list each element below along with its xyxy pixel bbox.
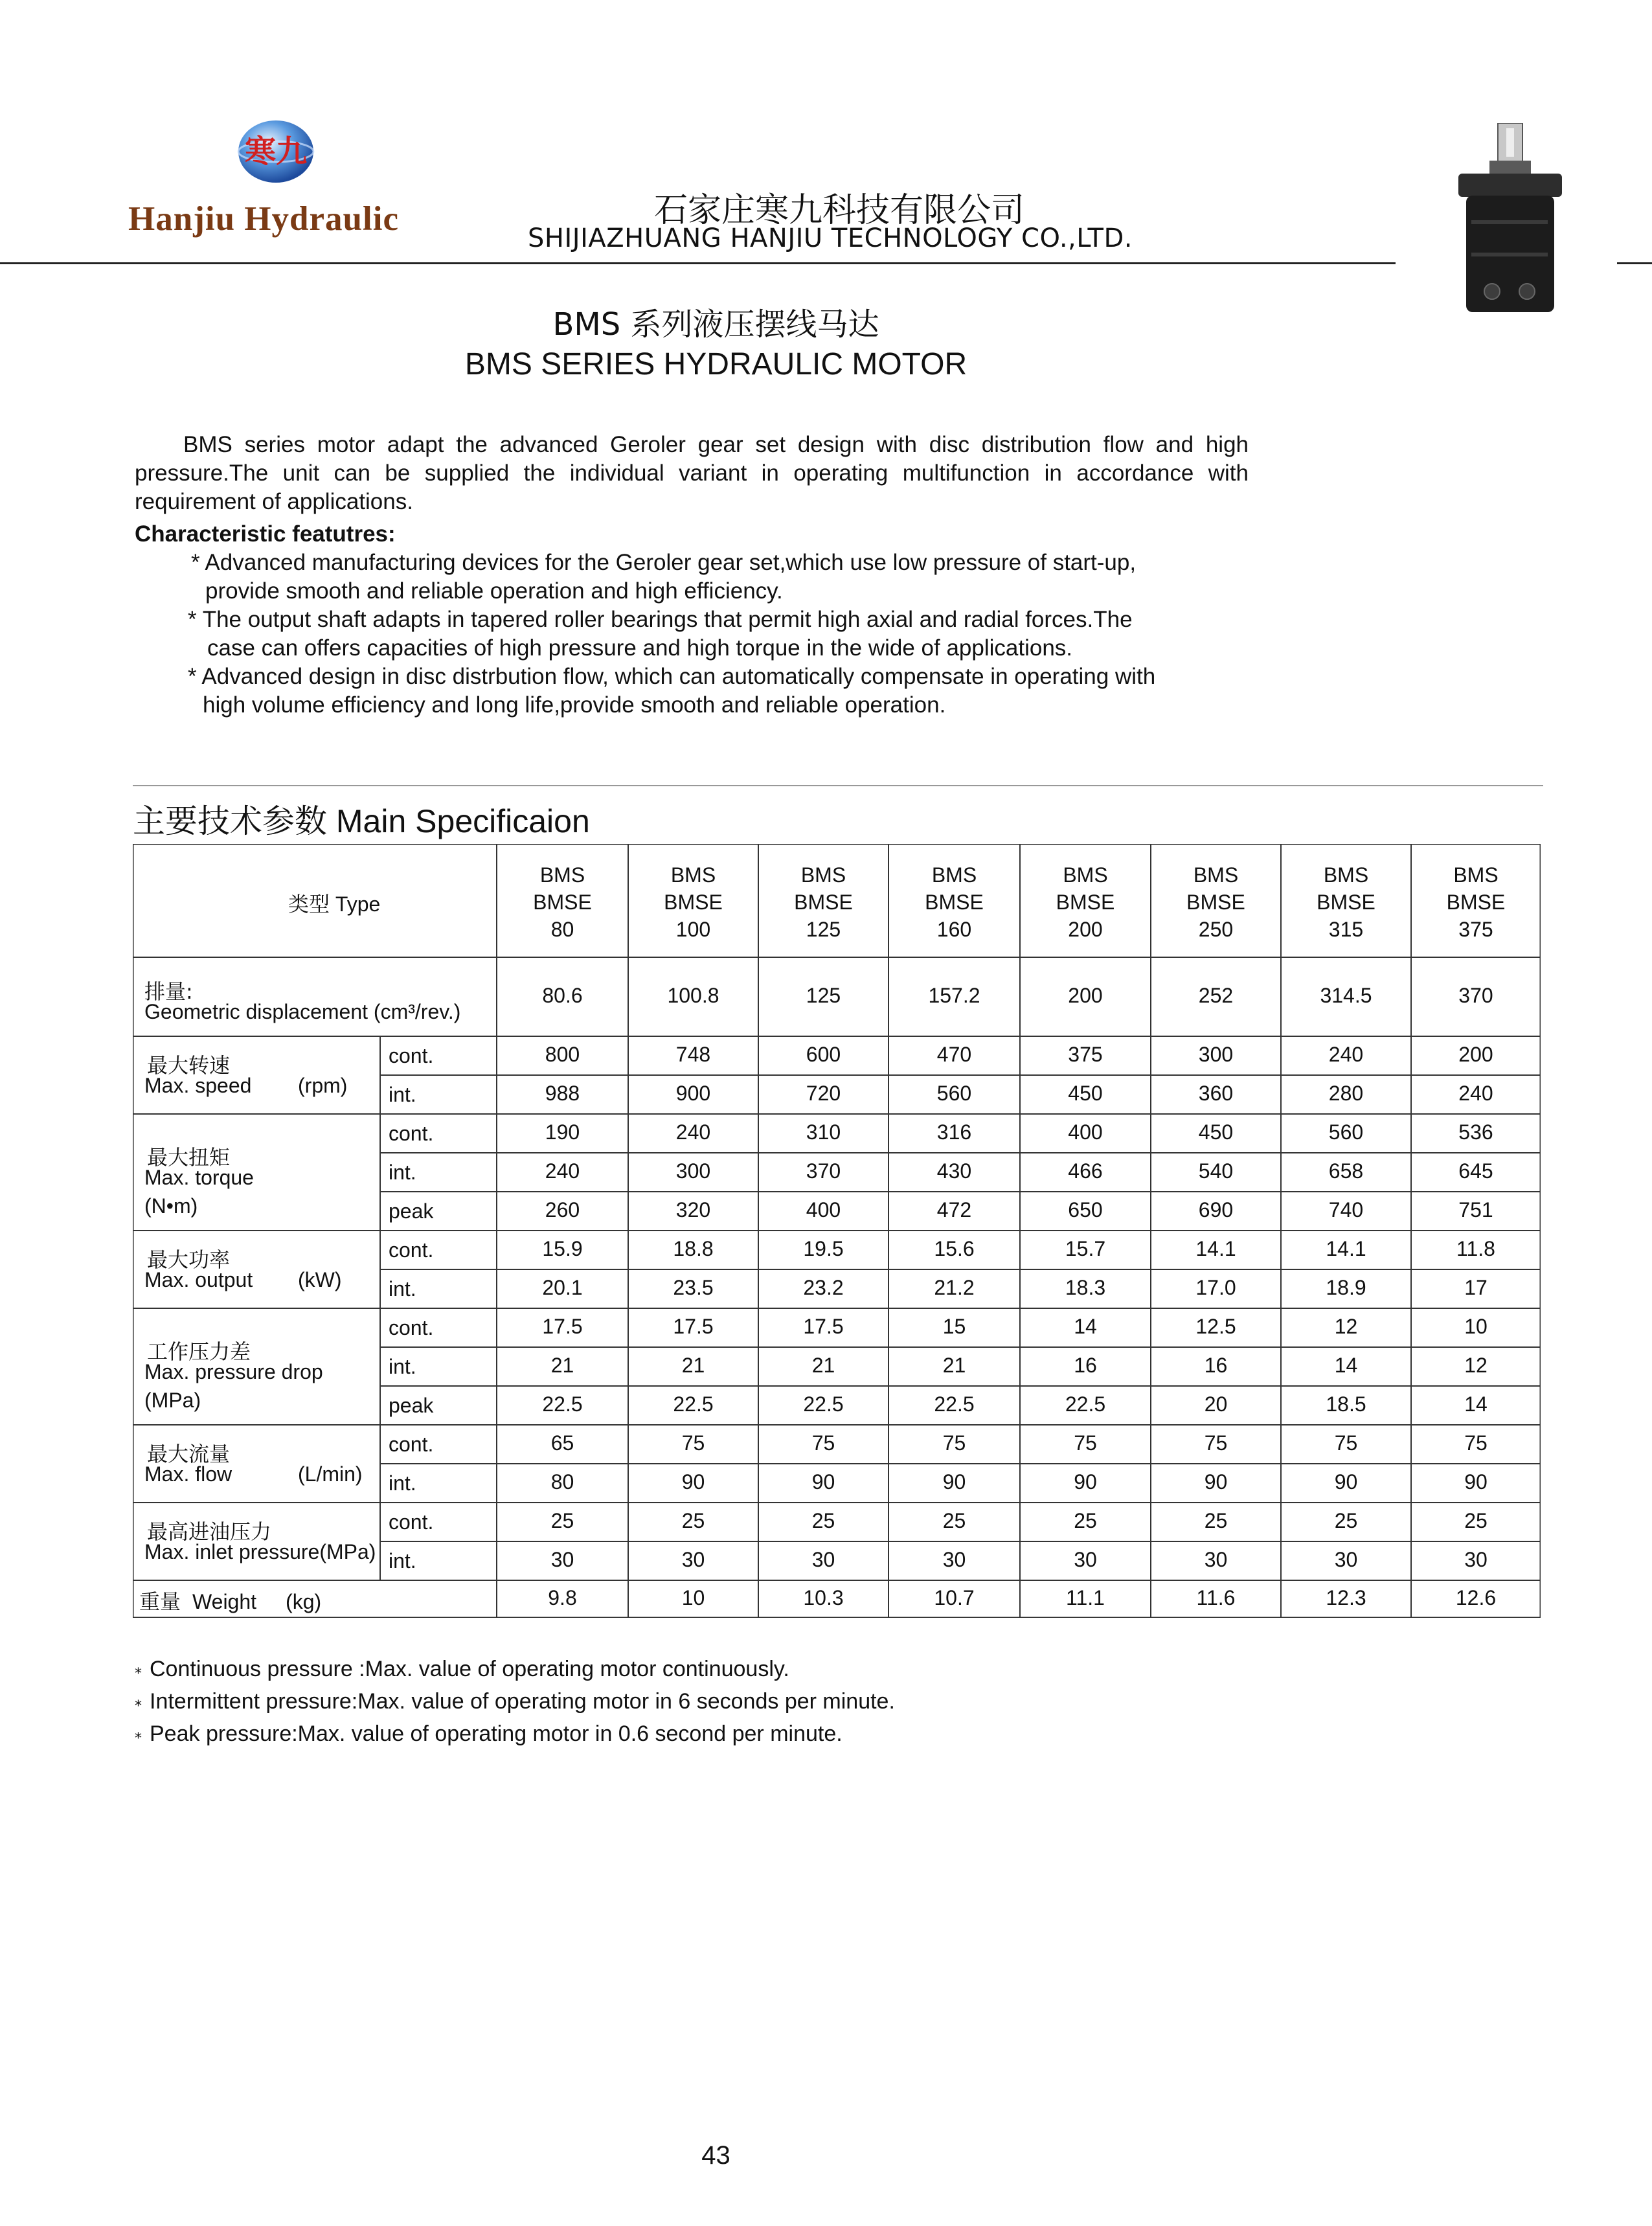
displacement-label-en: Geometric displacement (cm³/rev.) xyxy=(144,1000,461,1023)
weight-value: 12.3 xyxy=(1326,1586,1366,1609)
spec-value: 300 xyxy=(1198,1043,1234,1066)
spec-value: 25 xyxy=(1204,1509,1228,1532)
spec-value: 260 xyxy=(545,1198,580,1221)
note-peak: ⁎ Peak pressure:Max. value of operating motor in 0.6 second per minute. xyxy=(135,1721,843,1746)
spec-value: 17 xyxy=(1464,1276,1488,1299)
model-header-line: BMS xyxy=(1323,863,1369,887)
spec-value: 15.7 xyxy=(1065,1237,1106,1260)
spec-value: 25 xyxy=(1464,1509,1488,1532)
spec-value: 75 xyxy=(1074,1431,1097,1455)
spec-value: 90 xyxy=(1074,1470,1097,1493)
spec-value: 540 xyxy=(1198,1159,1234,1183)
spec-value: 90 xyxy=(1464,1470,1488,1493)
model-header-line: BMS xyxy=(670,863,716,887)
company-name-cn: 石家庄寒九科技有限公司 xyxy=(654,191,1025,230)
feature-1-line-1: * Advanced manufacturing devices for the Geroler gear set,which use low pressure of start-up, xyxy=(191,550,1137,575)
feature-3-line-2: high volume efficiency and long life,provide smooth and reliable operation. xyxy=(203,692,946,718)
spec-value: 472 xyxy=(936,1198,972,1221)
note-intermittent: ⁎ Intermittent pressure:Max. value of operating motor in 6 seconds per minute. xyxy=(135,1689,895,1714)
spec-value: 17.5 xyxy=(542,1315,583,1338)
spec-value: 22.5 xyxy=(1065,1392,1106,1416)
displacement-value: 157.2 xyxy=(928,984,980,1007)
type-label-en: Type xyxy=(335,892,381,916)
spec-value: 900 xyxy=(675,1082,711,1105)
spec-value: 300 xyxy=(675,1159,711,1183)
spec-value: 75 xyxy=(1464,1431,1488,1455)
spec-value: 430 xyxy=(936,1159,972,1183)
spec-value: 20.1 xyxy=(542,1276,583,1299)
group-unit: (kW) xyxy=(298,1268,342,1291)
spec-value: 21 xyxy=(942,1354,966,1377)
row-sub-label: int. xyxy=(389,1355,416,1378)
group-unit: (MPa) xyxy=(144,1389,201,1412)
model-header-line: 100 xyxy=(675,918,711,941)
spec-value: 23.5 xyxy=(673,1276,714,1299)
spec-value: 12.5 xyxy=(1195,1315,1236,1338)
spec-value: 30 xyxy=(1464,1548,1488,1571)
spec-value: 25 xyxy=(811,1509,835,1532)
spec-value: 19.5 xyxy=(803,1237,844,1260)
spec-value: 450 xyxy=(1198,1120,1234,1144)
spec-value: 536 xyxy=(1458,1120,1493,1144)
group-label-en: Max. flow xyxy=(144,1462,232,1486)
spec-value: 90 xyxy=(942,1470,966,1493)
model-header-line: BMSE xyxy=(794,891,853,914)
model-header-line: 375 xyxy=(1458,918,1493,941)
spec-value: 30 xyxy=(811,1548,835,1571)
model-header-line: 200 xyxy=(1068,918,1103,941)
spec-value: 80 xyxy=(550,1470,574,1493)
model-header-line: BMS xyxy=(800,863,846,887)
spec-value: 17.5 xyxy=(803,1315,844,1338)
type-label-cn: 类型 xyxy=(288,892,330,916)
model-header-line: BMSE xyxy=(1056,891,1115,914)
spec-section-title: 主要技术参数 Main Specificaion xyxy=(133,802,590,840)
spec-value: 17.5 xyxy=(673,1315,714,1338)
spec-value: 988 xyxy=(545,1082,580,1105)
spec-value: 14.1 xyxy=(1195,1237,1236,1260)
feature-2-line-2: case can offers capacities of high pressure and high torque in the wide of applications. xyxy=(207,635,1073,661)
spec-value: 30 xyxy=(681,1548,705,1571)
model-header-line: BMSE xyxy=(1186,891,1245,914)
svg-text:寒九: 寒九 xyxy=(244,133,308,170)
spec-value: 65 xyxy=(550,1431,574,1455)
model-header-line: BMSE xyxy=(925,891,984,914)
spec-value: 751 xyxy=(1458,1198,1493,1221)
row-sub-label: int. xyxy=(389,1161,416,1184)
weight-unit: (kg) xyxy=(286,1590,322,1613)
spec-value: 30 xyxy=(1334,1548,1358,1571)
spec-value: 658 xyxy=(1328,1159,1364,1183)
weight-value: 11.1 xyxy=(1066,1586,1105,1609)
feature-1-line-2: provide smooth and reliable operation and high efficiency. xyxy=(205,578,783,604)
spec-value: 560 xyxy=(1328,1120,1364,1144)
spec-value: 22.5 xyxy=(542,1392,583,1416)
spec-value: 21 xyxy=(550,1354,574,1377)
row-sub-label: int. xyxy=(389,1549,416,1573)
model-header-line: BMSE xyxy=(1446,891,1506,914)
type-header-label xyxy=(288,888,380,918)
spec-value: 375 xyxy=(1068,1043,1103,1066)
features-heading: Characteristic featutres: xyxy=(135,521,396,547)
spec-value: 690 xyxy=(1198,1198,1234,1221)
displacement-value: 125 xyxy=(806,984,841,1007)
spec-table-grid xyxy=(133,844,1541,1618)
weight-value: 12.6 xyxy=(1455,1586,1497,1609)
spec-value: 16 xyxy=(1074,1354,1097,1377)
spec-value: 240 xyxy=(545,1159,580,1183)
spec-value: 22.5 xyxy=(673,1392,714,1416)
spec-value: 748 xyxy=(675,1043,711,1066)
spec-value: 240 xyxy=(675,1120,711,1144)
group-label-cn: 最大功率 xyxy=(147,1247,231,1272)
spec-value: 316 xyxy=(936,1120,972,1144)
spec-value: 30 xyxy=(550,1548,574,1571)
spec-value: 90 xyxy=(811,1470,835,1493)
spec-value: 21.2 xyxy=(934,1276,975,1299)
group-label-cn: 最大转速 xyxy=(147,1053,231,1078)
spec-value: 23.2 xyxy=(803,1276,844,1299)
weight-label xyxy=(139,1585,321,1615)
section-divider xyxy=(133,785,1543,786)
spec-value: 360 xyxy=(1198,1082,1234,1105)
model-header-line: 125 xyxy=(806,918,841,941)
spec-value: 280 xyxy=(1328,1082,1364,1105)
spec-value: 14 xyxy=(1074,1315,1097,1338)
spec-value: 15.6 xyxy=(934,1237,975,1260)
spec-value: 10 xyxy=(1464,1315,1488,1338)
weight-value: 10.3 xyxy=(803,1586,844,1609)
spec-value: 560 xyxy=(936,1082,972,1105)
weight-value: 10.7 xyxy=(934,1586,975,1609)
spec-value: 14.1 xyxy=(1326,1237,1366,1260)
spec-value: 22.5 xyxy=(803,1392,844,1416)
displacement-value: 80.6 xyxy=(542,984,583,1007)
company-name-en: SHIJIAZHUANG HANJIU TECHNOLOGY CO.,LTD. xyxy=(528,223,1133,253)
group-unit: (N•m) xyxy=(144,1194,198,1218)
spec-value: 320 xyxy=(675,1198,711,1221)
weight-value: 9.8 xyxy=(548,1586,577,1609)
model-header-line: BMSE xyxy=(533,891,592,914)
brand-name: Hanjiu Hydraulic xyxy=(128,200,399,238)
group-label-cn: 最大流量 xyxy=(147,1442,231,1466)
feature-3-line-1: * Advanced design in disc distrbution flow, which can automatically compensate in operating with xyxy=(188,664,1156,689)
spec-value: 30 xyxy=(1074,1548,1097,1571)
spec-value: 18.9 xyxy=(1326,1276,1366,1299)
row-sub-label: peak xyxy=(389,1394,434,1417)
spec-value: 75 xyxy=(811,1431,835,1455)
model-header-line: BMSE xyxy=(1317,891,1375,914)
spec-value: 18.8 xyxy=(673,1237,714,1260)
spec-value: 720 xyxy=(806,1082,841,1105)
spec-value: 12 xyxy=(1464,1354,1488,1377)
weight-value: 10 xyxy=(681,1586,705,1609)
spec-value: 30 xyxy=(942,1548,966,1571)
spec-value: 75 xyxy=(1334,1431,1358,1455)
spec-value: 25 xyxy=(1074,1509,1097,1532)
page-number: 43 xyxy=(701,2141,730,2170)
spec-value: 75 xyxy=(681,1431,705,1455)
spec-value: 90 xyxy=(1334,1470,1358,1493)
spec-value: 18.3 xyxy=(1065,1276,1106,1299)
row-sub-label: cont. xyxy=(389,1238,434,1262)
spec-value: 15.9 xyxy=(542,1237,583,1260)
displacement-label-cn: 排量: xyxy=(144,979,193,1004)
header-divider-right xyxy=(1617,262,1652,264)
row-sub-label: cont. xyxy=(389,1316,434,1339)
group-label-en: Max. output xyxy=(144,1268,253,1291)
row-sub-label: int. xyxy=(389,1277,416,1300)
spec-value: 20 xyxy=(1204,1392,1228,1416)
note-continuous: ⁎ Continuous pressure :Max. value of operating motor continuously. xyxy=(135,1657,789,1681)
spec-value: 370 xyxy=(806,1159,841,1183)
spec-table xyxy=(133,844,1541,1618)
displacement-value: 100.8 xyxy=(667,984,719,1007)
motor-product-image xyxy=(1449,123,1569,317)
spec-value: 25 xyxy=(942,1509,966,1532)
displacement-value: 200 xyxy=(1068,984,1103,1007)
spec-value: 90 xyxy=(681,1470,705,1493)
row-sub-label: int. xyxy=(389,1471,416,1495)
model-header-line: BMS xyxy=(1063,863,1108,887)
weight-value: 11.6 xyxy=(1196,1586,1236,1609)
row-sub-label: peak xyxy=(389,1199,434,1223)
group-unit: (rpm) xyxy=(298,1074,348,1097)
spec-value: 645 xyxy=(1458,1159,1493,1183)
group-label-en: Max. speed xyxy=(144,1074,252,1097)
group-label-en: Max. pressure drop xyxy=(144,1360,323,1383)
weight-label-en: Weight xyxy=(192,1590,257,1613)
spec-value: 240 xyxy=(1458,1082,1493,1105)
spec-value: 240 xyxy=(1328,1043,1364,1066)
weight-label-cn: 重量 xyxy=(139,1589,181,1614)
title-en: BMS SERIES HYDRAULIC MOTOR xyxy=(464,347,967,381)
model-header-line: 250 xyxy=(1198,918,1234,941)
spec-value: 75 xyxy=(942,1431,966,1455)
model-header-line: 80 xyxy=(550,918,574,941)
intro-paragraph: BMS series motor adapt the advanced Geroler gear set design with disc distribution flow and high pressure.The unit can be supplied the individual variant in operating multifunction in accordance with requirement of applications. xyxy=(135,432,1249,514)
spec-value: 25 xyxy=(681,1509,705,1532)
group-label-cn: 工作压力差 xyxy=(147,1339,251,1364)
company-logo xyxy=(234,117,317,184)
model-header-line: BMSE xyxy=(664,891,723,914)
spec-value: 22.5 xyxy=(934,1392,975,1416)
group-label-cn: 最大扭矩 xyxy=(147,1145,231,1170)
spec-value: 25 xyxy=(1334,1509,1358,1532)
spec-value: 800 xyxy=(545,1043,580,1066)
spec-value: 75 xyxy=(1204,1431,1228,1455)
model-header-line: 315 xyxy=(1328,918,1364,941)
spec-value: 740 xyxy=(1328,1198,1364,1221)
feature-2-line-1: * The output shaft adapts in tapered roller bearings that permit high axial and radial forces.The xyxy=(188,607,1133,632)
group-label-en: Max. torque xyxy=(144,1166,254,1189)
model-header-line: BMS xyxy=(931,863,977,887)
spec-value: 14 xyxy=(1334,1354,1358,1377)
spec-value: 12 xyxy=(1334,1315,1358,1338)
displacement-value: 370 xyxy=(1458,984,1493,1007)
group-label-en: Max. inlet pressure(MPa) xyxy=(144,1540,376,1563)
model-header-line: 160 xyxy=(936,918,972,941)
spec-value: 450 xyxy=(1068,1082,1103,1105)
displacement-value: 252 xyxy=(1198,984,1234,1007)
spec-value: 17.0 xyxy=(1195,1276,1236,1299)
spec-value: 400 xyxy=(1068,1120,1103,1144)
model-header-line: BMS xyxy=(1453,863,1499,887)
spec-value: 310 xyxy=(806,1120,841,1144)
group-label-cn: 最高进油压力 xyxy=(147,1519,272,1544)
header-divider xyxy=(0,262,1396,264)
row-sub-label: cont. xyxy=(389,1510,434,1534)
spec-value: 18.5 xyxy=(1326,1392,1366,1416)
spec-value: 25 xyxy=(550,1509,574,1532)
group-unit: (L/min) xyxy=(298,1462,363,1486)
spec-value: 15 xyxy=(942,1315,966,1338)
spec-value: 400 xyxy=(806,1198,841,1221)
title-cn: BMS 系列液压摆线马达 xyxy=(552,306,879,343)
row-sub-label: cont. xyxy=(389,1433,434,1456)
spec-value: 200 xyxy=(1458,1043,1493,1066)
spec-value: 190 xyxy=(545,1120,580,1144)
spec-value: 600 xyxy=(806,1043,841,1066)
spec-value: 90 xyxy=(1204,1470,1228,1493)
row-sub-label: int. xyxy=(389,1083,416,1106)
spec-value: 21 xyxy=(811,1354,835,1377)
spec-value: 16 xyxy=(1204,1354,1228,1377)
spec-value: 14 xyxy=(1464,1392,1488,1416)
model-header-line: BMS xyxy=(539,863,585,887)
spec-value: 466 xyxy=(1068,1159,1103,1183)
spec-value: 21 xyxy=(681,1354,705,1377)
spec-value: 650 xyxy=(1068,1198,1103,1221)
model-header-line: BMS xyxy=(1193,863,1239,887)
spec-value: 470 xyxy=(936,1043,972,1066)
row-sub-label: cont. xyxy=(389,1122,434,1145)
spec-value: 30 xyxy=(1204,1548,1228,1571)
row-sub-label: cont. xyxy=(389,1044,434,1067)
displacement-value: 314.5 xyxy=(1320,984,1372,1007)
spec-value: 11.8 xyxy=(1456,1237,1495,1260)
